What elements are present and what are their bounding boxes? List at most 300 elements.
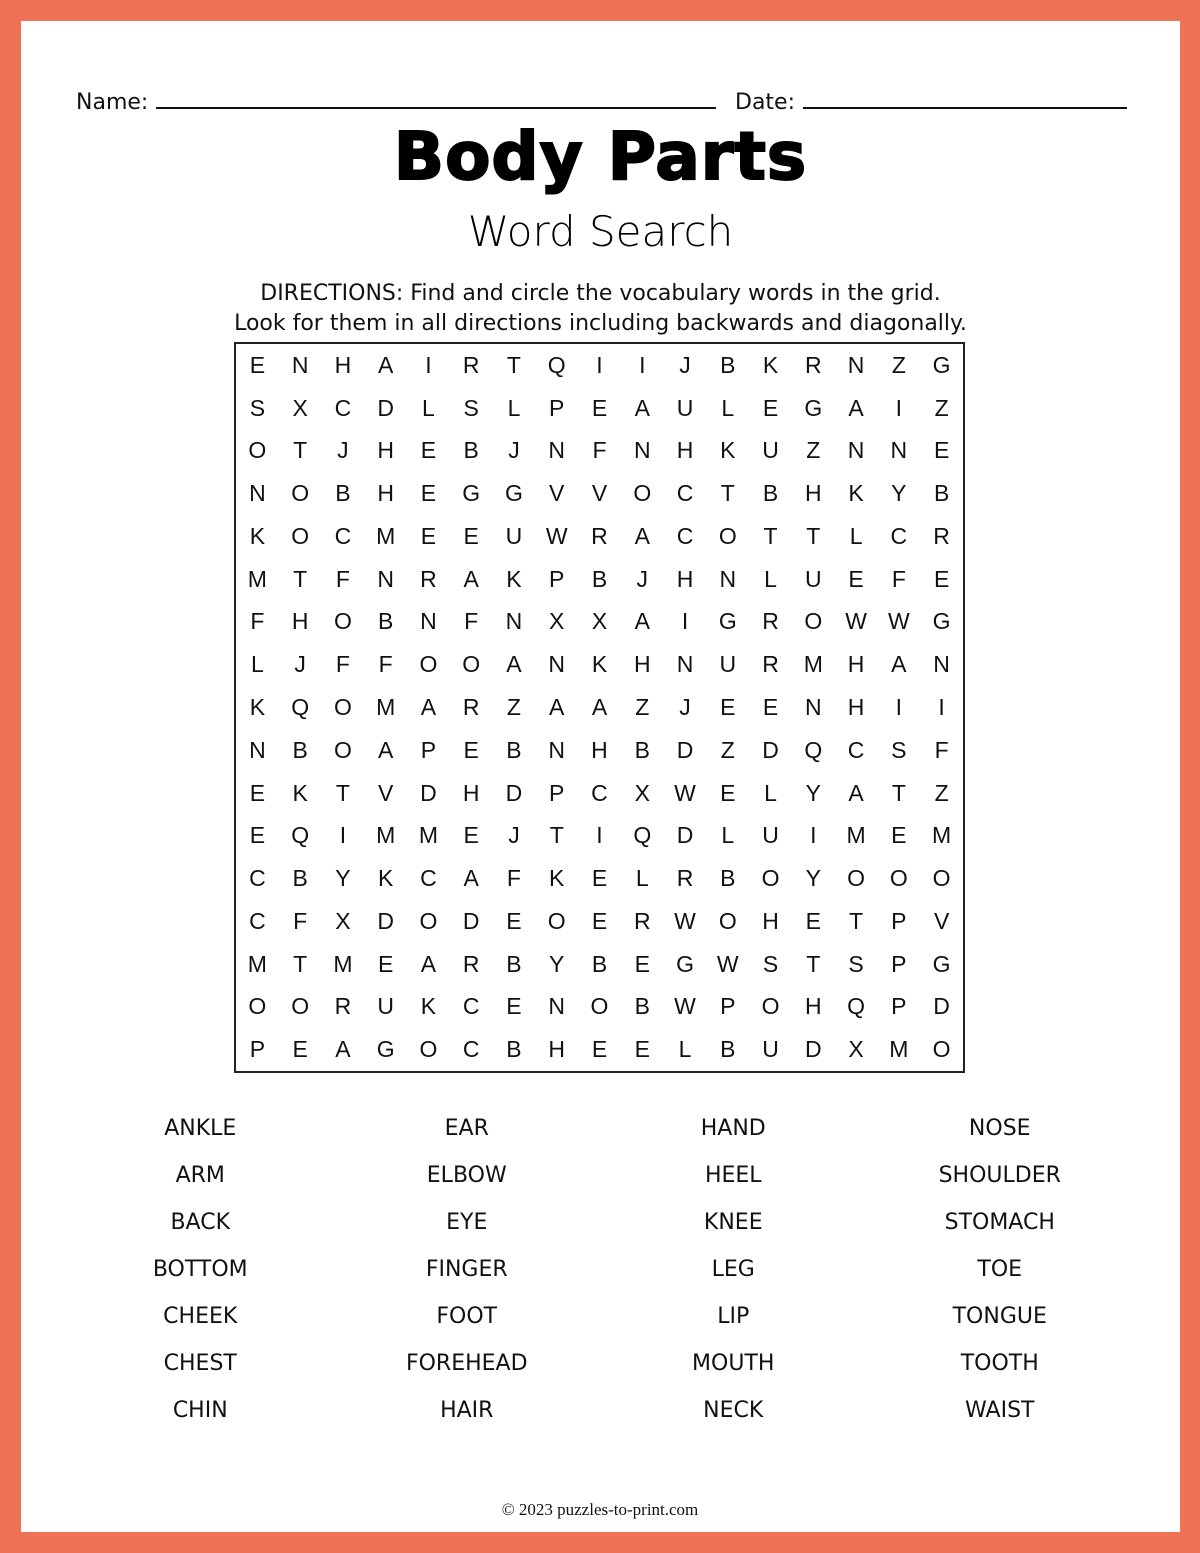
grid-cell[interactable]: D [377, 907, 394, 934]
grid-cell[interactable]: R [334, 993, 352, 1020]
grid-cell[interactable]: U [805, 565, 822, 592]
grid-cell[interactable]: G [462, 480, 481, 507]
word-list-item: HAIR [440, 1398, 494, 1423]
grid-cell[interactable]: O [291, 480, 310, 507]
grid-cell[interactable]: N [548, 651, 566, 678]
grid-cell[interactable]: B [506, 736, 522, 763]
grid-cell[interactable]: E [249, 351, 266, 378]
grid-cell[interactable]: R [805, 351, 822, 378]
grid-cell[interactable]: O [248, 993, 267, 1020]
grid-cell[interactable]: O [333, 736, 352, 763]
grid-cell[interactable]: E [463, 822, 479, 849]
grid-cell[interactable]: E [805, 907, 821, 934]
word-list-item: SHOULDER [938, 1163, 1061, 1188]
grid-cell[interactable]: B [720, 1036, 736, 1063]
grid-cell[interactable]: J [679, 693, 691, 720]
grid-cell[interactable]: E [591, 907, 608, 934]
grid-cell[interactable]: U [377, 993, 394, 1020]
grid-cell[interactable]: Z [506, 693, 521, 720]
grid-cell[interactable]: N [805, 693, 822, 720]
grid-cell[interactable]: F [335, 651, 350, 678]
grid-cell[interactable]: E [848, 565, 864, 592]
grid-cell[interactable]: N [719, 565, 737, 592]
grid-cell[interactable]: E [463, 522, 479, 549]
grid-cell[interactable]: A [377, 736, 394, 763]
grid-cell[interactable]: C [462, 993, 480, 1020]
grid-cell[interactable]: G [376, 1036, 395, 1063]
grid-cell[interactable]: V [591, 480, 608, 507]
grid-cell[interactable]: H [291, 608, 309, 635]
grid-cell[interactable]: W [887, 608, 910, 635]
grid-cell[interactable]: O [889, 865, 908, 892]
grid-cell[interactable]: R [676, 865, 694, 892]
grid-cell[interactable]: B [506, 1036, 522, 1063]
grid-cell[interactable]: F [934, 736, 949, 763]
grid-cell[interactable]: O [419, 1036, 438, 1063]
grid-cell[interactable]: O [419, 907, 438, 934]
grid-cell[interactable]: G [932, 950, 951, 977]
grid-cell[interactable]: N [420, 608, 437, 635]
grid-cell[interactable]: T [335, 779, 350, 806]
grid-cell[interactable]: T [293, 950, 308, 977]
grid-cell[interactable]: Z [720, 736, 735, 763]
grid-cell[interactable]: C [462, 1036, 480, 1063]
grid-cell[interactable]: O [847, 865, 866, 892]
grid-cell[interactable]: M [376, 693, 396, 720]
grid-cell[interactable]: O [462, 651, 481, 678]
grid-cell[interactable]: A [891, 651, 907, 678]
grid-cell[interactable]: H [462, 779, 480, 806]
grid-cell[interactable]: Q [804, 736, 823, 763]
grid-cell[interactable]: D [676, 736, 694, 763]
grid-cell[interactable]: E [720, 693, 736, 720]
grid-cell[interactable]: O [932, 1036, 951, 1063]
grid-cell[interactable]: J [337, 437, 349, 464]
grid-cell[interactable]: C [676, 480, 694, 507]
word-list-item: HEEL [704, 1163, 762, 1188]
grid-cell[interactable]: S [848, 950, 864, 977]
word-list [67, 1110, 1133, 1439]
grid-cell[interactable]: D [420, 779, 437, 806]
grid-cell[interactable]: W [674, 779, 696, 806]
grid-cell[interactable]: Z [806, 437, 821, 464]
grid-cell[interactable]: L [764, 565, 777, 592]
grid-cell[interactable]: C [334, 522, 352, 549]
grid-cell[interactable]: D [676, 822, 694, 849]
grid-cell[interactable]: O [419, 651, 438, 678]
grid-cell[interactable]: N [633, 437, 651, 464]
grid-cell[interactable]: K [292, 779, 308, 806]
grid-cell[interactable]: H [847, 651, 865, 678]
grid-cell[interactable]: T [549, 822, 564, 849]
grid-cell[interactable]: O [932, 865, 951, 892]
grid-cell[interactable]: K [506, 565, 522, 592]
grid-cell[interactable]: A [463, 565, 479, 592]
grid-cell[interactable]: E [463, 736, 479, 763]
grid-cell[interactable]: W [716, 950, 739, 977]
grid-cell[interactable]: A [591, 693, 608, 720]
grid-cell[interactable]: M [247, 950, 267, 977]
grid-cell[interactable]: T [506, 351, 521, 378]
grid-cell[interactable]: R [633, 907, 651, 934]
grid-cell[interactable]: C [847, 736, 865, 763]
grid-cell[interactable]: R [462, 950, 480, 977]
grid-cell[interactable]: E [506, 907, 522, 934]
grid-cell[interactable]: I [596, 822, 603, 849]
grid-cell[interactable]: P [420, 736, 437, 763]
grid-cell[interactable]: H [805, 480, 822, 507]
grid-cell[interactable]: E [420, 480, 437, 507]
grid-cell[interactable]: G [932, 351, 951, 378]
grid-cell[interactable]: K [420, 993, 437, 1020]
grid-cell[interactable]: Z [934, 779, 949, 806]
word-list-item: BACK [170, 1210, 231, 1235]
grid-cell[interactable]: X [634, 779, 650, 806]
grid-cell[interactable]: T [849, 907, 864, 934]
grid-cell[interactable]: B [933, 480, 950, 507]
grid-cell[interactable]: B [463, 437, 479, 464]
grid-cell[interactable]: O [248, 437, 267, 464]
grid-cell[interactable]: U [505, 522, 523, 549]
grid-cell[interactable]: B [720, 865, 736, 892]
grid-cell[interactable]: O [291, 522, 310, 549]
grid-cell[interactable]: H [377, 437, 394, 464]
grid-cell[interactable]: G [718, 608, 737, 635]
grid-cell[interactable]: S [249, 394, 266, 421]
grid-cell[interactable]: K [249, 522, 266, 549]
grid-cell[interactable]: K [377, 865, 394, 892]
grid-cell[interactable]: N [676, 651, 694, 678]
grid-cell[interactable]: N [548, 993, 566, 1020]
grid-cell[interactable]: R [591, 522, 608, 549]
grid-cell[interactable]: R [462, 351, 480, 378]
grid-cell[interactable]: N [847, 351, 865, 378]
grid-cell[interactable]: P [720, 993, 736, 1020]
grid-cell[interactable]: N [933, 651, 950, 678]
grid-cell[interactable]: D [505, 779, 523, 806]
grid-cell[interactable]: K [591, 651, 608, 678]
grid-cell[interactable]: A [506, 651, 522, 678]
grid-cell[interactable]: P [549, 779, 565, 806]
grid-cell[interactable]: Y [891, 480, 907, 507]
grid-cell[interactable]: A [549, 693, 565, 720]
grid-cell[interactable]: Y [335, 865, 351, 892]
grid-cell[interactable]: Y [805, 865, 821, 892]
grid-cell[interactable]: G [932, 608, 951, 635]
grid-cell[interactable]: T [293, 565, 308, 592]
grid-cell[interactable]: A [634, 394, 650, 421]
grid-cell[interactable]: O [804, 608, 823, 635]
grid-cell[interactable]: H [676, 437, 694, 464]
grid-cell[interactable]: J [294, 651, 306, 678]
grid-cell[interactable]: L [678, 1036, 692, 1063]
grid-cell[interactable]: L [721, 822, 735, 849]
grid-cell[interactable]: T [293, 437, 308, 464]
grid-cell[interactable]: A [420, 693, 437, 720]
grid-cell[interactable]: O [718, 907, 737, 934]
grid-cell[interactable]: F [464, 608, 479, 635]
grid-cell[interactable]: W [674, 993, 696, 1020]
grid-cell[interactable]: X [335, 907, 351, 934]
grid-cell[interactable]: O [633, 480, 652, 507]
grid-cell[interactable]: O [590, 993, 609, 1020]
grid-cell[interactable]: I [639, 351, 646, 378]
grid-cell[interactable]: O [761, 993, 780, 1020]
grid-cell[interactable]: N [890, 437, 908, 464]
grid-cell[interactable]: P [891, 950, 907, 977]
grid-cell[interactable]: P [891, 907, 907, 934]
grid-cell[interactable]: O [333, 608, 352, 635]
grid-cell[interactable]: D [805, 1036, 822, 1063]
grid-cell[interactable]: Y [549, 950, 565, 977]
grid-cell[interactable]: X [292, 394, 308, 421]
grid-cell[interactable]: O [291, 993, 310, 1020]
grid-cell[interactable]: F [335, 565, 350, 592]
grid-cell[interactable]: L [721, 394, 735, 421]
grid-cell[interactable]: E [591, 1036, 608, 1063]
grid-cell[interactable]: C [890, 522, 908, 549]
grid-cell[interactable]: R [462, 693, 480, 720]
grid-cell[interactable]: M [846, 822, 866, 849]
grid-cell[interactable]: F [506, 865, 521, 892]
grid-cell[interactable]: D [377, 394, 394, 421]
grid-cell[interactable]: B [762, 480, 779, 507]
grid-cell[interactable]: N [548, 736, 566, 763]
grid-cell[interactable]: D [933, 993, 950, 1020]
grid-cell[interactable]: L [764, 779, 777, 806]
grid-cell[interactable]: X [848, 1036, 864, 1063]
grid-cell[interactable]: H [676, 565, 694, 592]
grid-cell[interactable]: B [634, 736, 650, 763]
grid-cell[interactable]: M [889, 1036, 909, 1063]
grid-cell[interactable]: R [762, 651, 779, 678]
grid-cell[interactable]: W [674, 907, 696, 934]
grid-cell[interactable]: E [591, 394, 608, 421]
grid-cell[interactable]: E [720, 779, 736, 806]
grid-cell[interactable]: C [249, 907, 266, 934]
grid-cell[interactable]: E [506, 993, 522, 1020]
grid-cell[interactable]: I [895, 394, 903, 421]
grid-cell[interactable]: E [891, 822, 907, 849]
grid-cell[interactable]: I [596, 351, 603, 378]
grid-cell[interactable]: J [508, 822, 520, 849]
grid-cell[interactable]: V [377, 779, 394, 806]
grid-cell[interactable]: B [591, 950, 608, 977]
grid-cell[interactable]: O [333, 693, 352, 720]
grid-cell[interactable]: E [292, 1036, 308, 1063]
grid-cell[interactable]: M [247, 565, 267, 592]
grid-cell[interactable]: X [591, 608, 608, 635]
grid-cell[interactable]: O [718, 522, 737, 549]
grid-cell[interactable]: J [636, 565, 648, 592]
grid-cell[interactable]: R [762, 608, 779, 635]
grid-cell[interactable]: L [849, 522, 863, 549]
grid-cell[interactable]: E [762, 693, 779, 720]
grid-cell[interactable]: S [891, 736, 907, 763]
grid-cell[interactable]: N [249, 480, 266, 507]
grid-cell[interactable]: P [549, 394, 565, 421]
grid-cell[interactable]: S [463, 394, 479, 421]
grid-cell[interactable]: E [377, 950, 394, 977]
grid-cell[interactable]: E [420, 437, 437, 464]
grid-cell[interactable]: E [933, 565, 950, 592]
grid-cell[interactable]: B [634, 993, 650, 1020]
grid-cell[interactable]: G [505, 480, 523, 507]
grid-cell[interactable]: F [293, 907, 308, 934]
grid-cell[interactable]: O [547, 907, 566, 934]
grid-cell[interactable]: K [249, 693, 266, 720]
grid-cell[interactable]: Q [547, 351, 566, 378]
grid-cell[interactable]: H [847, 693, 865, 720]
grid-cell[interactable]: T [720, 480, 735, 507]
grid-cell[interactable]: K [762, 351, 779, 378]
grid-cell[interactable]: M [932, 822, 952, 849]
grid-cell[interactable]: A [335, 1036, 351, 1063]
grid-cell[interactable]: E [420, 522, 437, 549]
grid-cell[interactable]: D [762, 736, 779, 763]
grid-cell[interactable]: K [549, 865, 565, 892]
grid-cell[interactable]: H [548, 1036, 566, 1063]
grid-cell[interactable]: H [633, 651, 651, 678]
grid-cell[interactable]: I [681, 608, 689, 635]
word-list-item: FINGER [425, 1257, 508, 1282]
grid-cell[interactable]: I [895, 693, 903, 720]
grid-cell[interactable]: N [291, 351, 309, 378]
grid-cell[interactable]: W [845, 608, 867, 635]
grid-cell[interactable]: T [763, 522, 778, 549]
grid-cell[interactable]: U [762, 437, 779, 464]
grid-cell[interactable]: A [463, 865, 479, 892]
grid-cell[interactable]: P [249, 1036, 266, 1063]
grid-cell[interactable]: M [418, 822, 439, 849]
grid-cell[interactable]: I [810, 822, 817, 849]
grid-cell[interactable]: R [420, 565, 437, 592]
grid-cell[interactable]: F [250, 608, 265, 635]
grid-cell[interactable]: G [804, 394, 823, 421]
grid-cell[interactable]: T [891, 779, 906, 806]
grid-cell[interactable]: I [938, 693, 945, 720]
grid-cell[interactable]: O [761, 865, 780, 892]
grid-cell[interactable]: V [549, 480, 565, 507]
grid-cell[interactable]: J [508, 437, 520, 464]
grid-cell[interactable]: H [762, 907, 779, 934]
grid-cell[interactable]: U [762, 822, 779, 849]
grid-cell[interactable]: P [549, 565, 565, 592]
grid-cell[interactable]: N [847, 437, 865, 464]
grid-cell[interactable]: E [634, 950, 650, 977]
grid-cell[interactable]: B [720, 351, 736, 378]
grid-cell[interactable]: Q [291, 822, 310, 849]
grid-cell[interactable]: B [506, 950, 522, 977]
grid-cell[interactable]: J [679, 351, 691, 378]
grid-cell[interactable]: N [249, 736, 266, 763]
grid-cell[interactable]: C [334, 394, 352, 421]
grid-cell[interactable]: N [377, 565, 394, 592]
grid-cell[interactable]: E [933, 437, 950, 464]
grid-cell[interactable]: L [422, 394, 435, 421]
grid-cell[interactable]: H [805, 993, 822, 1020]
grid-cell[interactable]: A [634, 608, 650, 635]
grid-cell[interactable]: G [676, 950, 694, 977]
grid-cell[interactable]: A [420, 950, 437, 977]
grid-cell[interactable]: Z [891, 351, 906, 378]
grid-cell[interactable]: F [378, 651, 393, 678]
grid-cell[interactable]: L [635, 865, 649, 892]
grid-cell[interactable]: E [634, 1036, 650, 1063]
grid-cell[interactable]: V [933, 907, 950, 934]
grid-cell[interactable]: Q [291, 693, 310, 720]
grid-cell[interactable]: U [719, 651, 737, 678]
grid-cell[interactable]: Q [847, 993, 866, 1020]
grid-cell[interactable]: P [891, 993, 907, 1020]
grid-cell[interactable]: M [376, 522, 396, 549]
grid-cell[interactable]: C [676, 522, 694, 549]
grid-cell[interactable]: M [803, 651, 823, 678]
grid-cell[interactable]: E [762, 394, 779, 421]
grid-cell[interactable]: A [848, 779, 864, 806]
grid-cell[interactable]: B [377, 608, 394, 635]
grid-cell[interactable]: N [548, 437, 566, 464]
grid-cell[interactable]: E [249, 779, 266, 806]
grid-cell[interactable]: T [806, 950, 821, 977]
grid-cell[interactable]: F [592, 437, 607, 464]
grid-cell[interactable]: H [377, 480, 394, 507]
grid-cell[interactable]: K [848, 480, 864, 507]
word-list-item: CHEST [163, 1351, 237, 1376]
grid-cell[interactable]: U [762, 1036, 779, 1063]
grid-cell[interactable]: C [420, 865, 437, 892]
grid-cell[interactable]: L [250, 651, 264, 678]
grid-cell[interactable]: I [339, 822, 347, 849]
grid-cell[interactable]: Q [633, 822, 652, 849]
grid-cell[interactable]: W [545, 522, 568, 549]
word-list-item: FOREHEAD [405, 1351, 528, 1376]
grid-cell[interactable]: A [634, 522, 650, 549]
grid-cell[interactable]: R [933, 522, 950, 549]
grid-cell[interactable]: E [249, 822, 266, 849]
grid-cell[interactable]: A [377, 351, 394, 378]
grid-cell[interactable]: U [676, 394, 694, 421]
grid-cell[interactable]: Z [934, 394, 949, 421]
word-list-item: KNEE [703, 1210, 763, 1235]
name-blank-line[interactable] [156, 85, 716, 109]
grid-cell[interactable]: B [335, 480, 351, 507]
grid-cell[interactable]: B [591, 565, 608, 592]
grid-cell[interactable]: Z [635, 693, 650, 720]
grid-cell[interactable]: I [425, 351, 432, 378]
grid-cell[interactable]: Y [805, 779, 821, 806]
grid-cell[interactable]: C [249, 865, 266, 892]
grid-cell[interactable]: T [806, 522, 821, 549]
grid-cell[interactable]: K [720, 437, 736, 464]
grid-cell[interactable]: B [292, 736, 308, 763]
grid-cell[interactable]: H [334, 351, 352, 378]
grid-cell[interactable]: X [549, 608, 565, 635]
grid-cell[interactable]: M [333, 950, 353, 977]
date-blank-line[interactable] [803, 85, 1127, 109]
grid-cell[interactable]: B [292, 865, 308, 892]
grid-cell[interactable]: M [376, 822, 396, 849]
grid-cell[interactable]: E [591, 865, 608, 892]
grid-cell[interactable]: A [848, 394, 864, 421]
grid-cell[interactable]: D [462, 907, 480, 934]
grid-cell[interactable]: S [762, 950, 779, 977]
grid-cell[interactable]: H [591, 736, 608, 763]
grid-cell[interactable]: F [891, 565, 906, 592]
grid-cell[interactable]: L [507, 394, 521, 421]
grid-cell[interactable]: C [591, 779, 608, 806]
grid-cell[interactable]: N [505, 608, 523, 635]
